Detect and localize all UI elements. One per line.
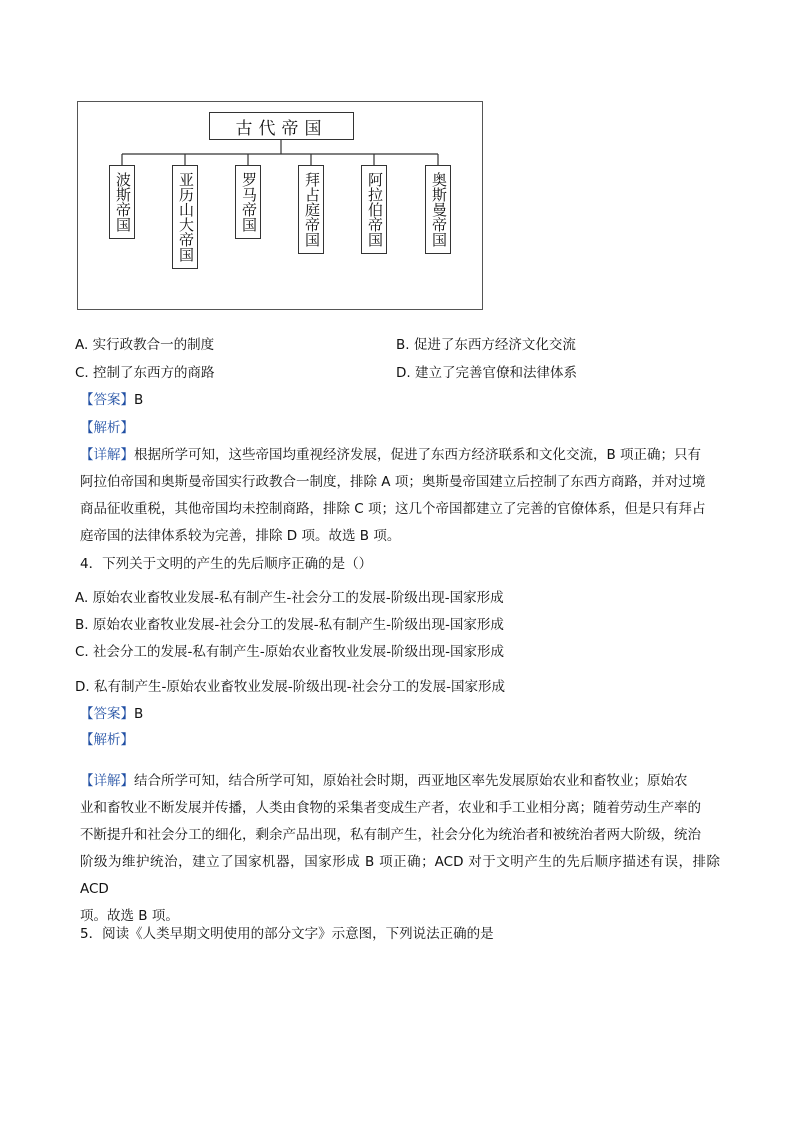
q4-option-c: C. 社会分工的发展-私有制产生-原始农业畜牧业发展-阶级出现-国家形成: [75, 644, 504, 660]
q3-detail-line: 商品征收重税，其他帝国均未控制商路，排除 C 项；这几个帝国都建立了完善的官僚体系，但是只有拜占: [80, 501, 706, 517]
q4-answer-value: B: [134, 706, 144, 722]
q4-question: 4．下列关于文明的产生的先后顺序正确的是（）: [80, 556, 373, 572]
q5-question: 5．阅读《人类早期文明使用的部分文字》示意图，下列说法正确的是: [80, 926, 494, 942]
diagram-child-persian: 波斯帝国: [109, 165, 135, 239]
q4-option-d: D. 私有制产生-原始农业畜牧业发展-阶级出现-社会分工的发展-国家形成: [75, 679, 505, 695]
q3-option-c: C. 控制了东西方的商路: [75, 365, 215, 381]
q4-option-b: B. 原始农业畜牧业发展-社会分工的发展-私有制产生-阶级出现-国家形成: [75, 617, 504, 633]
q3-detail-label: 【详解】: [80, 447, 134, 463]
diagram-child-alexander: 亚历山大帝国: [172, 165, 198, 269]
q3-option-a: A. 实行政教合一的制度: [75, 337, 215, 353]
q4-detail-line: 【详解】结合所学可知，结合所学可知，原始社会时期，西亚地区率先发展原始农业和畜牧业；原始农: [80, 773, 688, 789]
q4-detail-line: 业和畜牧业不断发展并传播，人类由食物的采集者变成生产者，农业和手工业相分离；随着劳动生产率的: [80, 800, 701, 816]
q3-answer: [80, 388, 143, 408]
q3-answer-label: 【答案】: [80, 392, 134, 408]
diagram-child-arab: 阿拉伯帝国: [361, 165, 387, 254]
q4-analysis-label: 【解析】: [80, 732, 134, 748]
q4-answer-label: 【答案】: [80, 706, 134, 722]
q4-detail-label: 【详解】: [80, 773, 134, 789]
q4-option-a: A. 原始农业畜牧业发展-私有制产生-社会分工的发展-阶级出现-国家形成: [75, 590, 504, 606]
q3-analysis-label: 【解析】: [80, 420, 134, 436]
q3-detail-line: 【详解】根据所学可知，这些帝国均重视经济发展，促进了东西方经济联系和文化交流，B 项正确；只有: [80, 447, 702, 463]
q3-detail-line: 阿拉伯帝国和奥斯曼帝国实行政教合一制度，排除 A 项；奥斯曼帝国建立后控制了东西方商路，并对过境: [80, 474, 706, 490]
q4-detail-line: 项。故选 B 项。: [80, 908, 179, 924]
q4-answer: [80, 702, 143, 722]
diagram-child-byzantine: 拜占庭帝国: [298, 165, 324, 254]
empire-diagram: [77, 101, 483, 310]
q3-detail-line: 庭帝国的法律体系较为完善，排除 D 项。故选 B 项。: [80, 528, 401, 544]
q4-detail: [80, 768, 720, 930]
q4-detail-line: 不断提升和社会分工的细化，剩余产品出现，私有制产生，社会分化为统治者和被统治者两大阶级，统治: [80, 827, 701, 843]
q3-option-d: D. 建立了完善官僚和法律体系: [396, 365, 577, 381]
diagram-root-box: 古代帝国: [209, 112, 354, 140]
diagram-child-roman: 罗马帝国: [235, 165, 261, 239]
diagram-child-ottoman: 奥斯曼帝国: [425, 165, 451, 254]
q3-answer-value: B: [134, 392, 144, 408]
q3-detail: [80, 442, 720, 550]
q3-option-b: B. 促进了东西方经济文化交流: [396, 337, 576, 353]
q4-detail-line: 阶级为维护统治，建立了国家机器，国家形成 B 项正确；ACD 对于文明产生的先后顺序描述有误，排除 ACD: [80, 854, 720, 897]
